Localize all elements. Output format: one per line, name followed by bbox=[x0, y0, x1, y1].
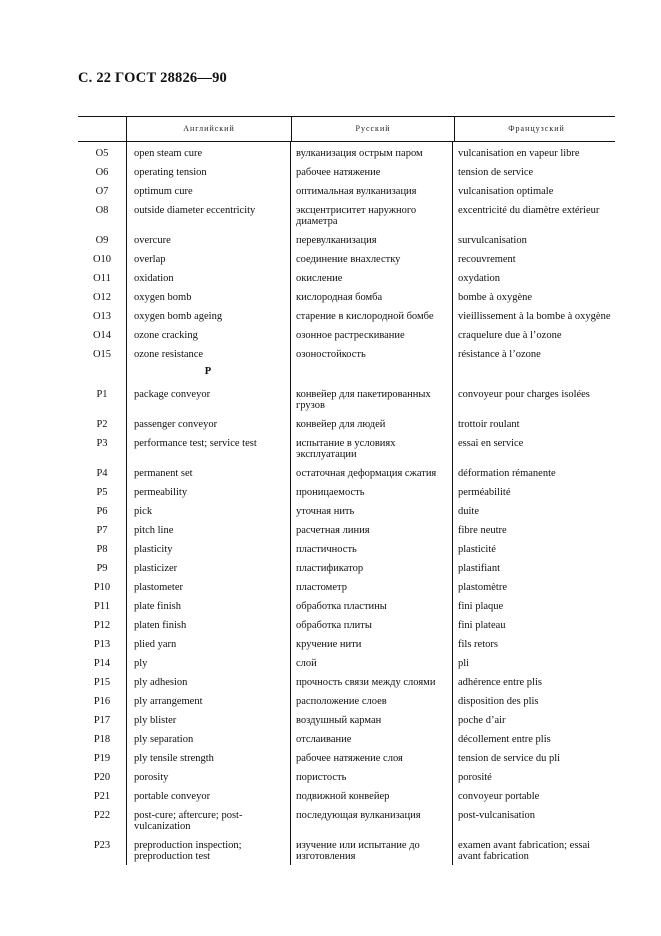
term-french: déformation rémanente bbox=[458, 468, 556, 479]
column-divider bbox=[290, 142, 291, 865]
term-french: vieillissement à la bombe à oxygène bbox=[458, 311, 611, 322]
term-russian: пористость bbox=[296, 772, 347, 783]
term-russian: эксцентриситет наружного диаметра bbox=[296, 205, 417, 227]
term-english: operating tension bbox=[134, 167, 207, 178]
table-row bbox=[78, 486, 615, 498]
term-russian: окисление bbox=[296, 273, 343, 284]
term-russian: кручение нити bbox=[296, 639, 362, 650]
term-code: P15 bbox=[93, 677, 111, 688]
term-english: pitch line bbox=[134, 525, 174, 536]
column-header-code bbox=[78, 117, 126, 141]
term-russian: проницаемость bbox=[296, 487, 365, 498]
table-row bbox=[78, 437, 615, 460]
table-row bbox=[78, 733, 615, 745]
term-code: P1 bbox=[96, 389, 108, 400]
term-code: P2 bbox=[96, 419, 108, 430]
term-russian: обработка пластины bbox=[296, 601, 387, 612]
term-english: overlap bbox=[134, 254, 166, 265]
term-code: P13 bbox=[93, 639, 111, 650]
term-english: plied yarn bbox=[134, 639, 177, 650]
term-french: plasticité bbox=[458, 544, 496, 555]
term-french: trottoir roulant bbox=[458, 419, 520, 430]
table-row bbox=[78, 348, 615, 360]
term-russian: подвижной конвейер bbox=[296, 791, 390, 802]
term-code: O7 bbox=[95, 186, 109, 197]
term-english: package conveyor bbox=[134, 389, 211, 400]
table-row bbox=[78, 310, 615, 322]
term-code: O12 bbox=[92, 292, 112, 303]
table-row bbox=[78, 418, 615, 430]
term-french: convoyeur pour charges isolées bbox=[458, 389, 590, 400]
term-french: porosité bbox=[458, 772, 492, 783]
section-letter: P bbox=[204, 366, 212, 377]
term-english: plasticity bbox=[134, 544, 173, 555]
term-russian: рабочее натяжение bbox=[296, 167, 381, 178]
term-french: adhérence entre plis bbox=[458, 677, 542, 688]
term-french: disposition des plis bbox=[458, 696, 539, 707]
term-english: preproduction inspection; preproduction test bbox=[134, 840, 242, 862]
term-french: examen avant fabrication; essai avant fabrication bbox=[458, 840, 591, 862]
glossary-table bbox=[78, 116, 615, 862]
term-code: P12 bbox=[93, 620, 111, 631]
term-french: résistance à l’ozone bbox=[458, 349, 541, 360]
term-russian: кислородная бомба bbox=[296, 292, 383, 303]
term-russian: прочность связи между слоями bbox=[296, 677, 436, 688]
term-french: perméabilité bbox=[458, 487, 511, 498]
term-english: ply arrangement bbox=[134, 696, 203, 707]
table-row bbox=[78, 581, 615, 593]
table-row bbox=[78, 204, 615, 227]
term-english: ply separation bbox=[134, 734, 194, 745]
term-french: plastifiant bbox=[458, 563, 500, 574]
term-english: portable conveyor bbox=[134, 791, 211, 802]
term-russian: воздушный карман bbox=[296, 715, 382, 726]
term-french: recouvrement bbox=[458, 254, 516, 265]
term-russian: расчетная линия bbox=[296, 525, 370, 536]
term-english: platen finish bbox=[134, 620, 187, 631]
table-header bbox=[78, 116, 615, 142]
term-code: O6 bbox=[95, 167, 109, 178]
term-code: P9 bbox=[96, 563, 108, 574]
term-russian: изучение или испытание до изготовления bbox=[296, 840, 420, 862]
term-english: permeability bbox=[134, 487, 188, 498]
section-letter-row bbox=[78, 364, 615, 381]
term-code: P17 bbox=[93, 715, 111, 726]
term-code: O5 bbox=[95, 148, 109, 159]
table-row bbox=[78, 676, 615, 688]
term-french: craquelure due à l’ozone bbox=[458, 330, 562, 341]
term-russian: старение в кислородной бомбе bbox=[296, 311, 434, 322]
term-english: oxygen bomb bbox=[134, 292, 192, 303]
table-row bbox=[78, 562, 615, 574]
table-row bbox=[78, 543, 615, 555]
term-code: P20 bbox=[93, 772, 111, 783]
table-row bbox=[78, 771, 615, 783]
term-english: ply tensile strength bbox=[134, 753, 214, 764]
term-french: décollement entre plis bbox=[458, 734, 551, 745]
table-row bbox=[78, 253, 615, 265]
term-code: P21 bbox=[93, 791, 111, 802]
term-french: fils retors bbox=[458, 639, 498, 650]
term-french: excentricité du diamètre extérieur bbox=[458, 205, 600, 216]
term-french: survulcanisation bbox=[458, 235, 527, 246]
term-english: pick bbox=[134, 506, 153, 517]
term-english: ozone resistance bbox=[134, 349, 204, 360]
table-row bbox=[78, 790, 615, 802]
term-code: P16 bbox=[93, 696, 111, 707]
term-french: poche d’air bbox=[458, 715, 506, 726]
term-english: passenger conveyor bbox=[134, 419, 218, 430]
term-french: duite bbox=[458, 506, 479, 517]
term-english: post-cure; aftercure; post-vulcanization bbox=[134, 810, 243, 832]
term-russian: испытание в условиях эксплуатации bbox=[296, 438, 396, 460]
term-french: plastomètre bbox=[458, 582, 507, 593]
table-row bbox=[78, 329, 615, 341]
term-code: P8 bbox=[96, 544, 108, 555]
term-french: tension de service bbox=[458, 167, 534, 178]
term-english: porosity bbox=[134, 772, 169, 783]
term-russian: слой bbox=[296, 658, 317, 669]
term-russian: последующая вулканизация bbox=[296, 810, 421, 821]
term-code: P4 bbox=[96, 468, 108, 479]
term-code: O15 bbox=[92, 349, 112, 360]
term-french: fini plaque bbox=[458, 601, 504, 612]
table-row bbox=[78, 272, 615, 284]
term-russian: соединение внахлестку bbox=[296, 254, 401, 265]
term-code: P14 bbox=[93, 658, 111, 669]
term-english: performance test; service test bbox=[134, 438, 257, 449]
term-code: O10 bbox=[92, 254, 112, 265]
table-row bbox=[78, 388, 615, 411]
term-english: oxygen bomb ageing bbox=[134, 311, 223, 322]
term-english: ozone cracking bbox=[134, 330, 198, 341]
table-row bbox=[78, 600, 615, 612]
term-russian: пластичность bbox=[296, 544, 357, 555]
term-french: tension de service du pli bbox=[458, 753, 561, 764]
term-russian: конвейер для пакетированных грузов bbox=[296, 389, 431, 411]
term-russian: пластификатор bbox=[296, 563, 364, 574]
table-row bbox=[78, 467, 615, 479]
term-english: permanent set bbox=[134, 468, 193, 479]
term-code: P10 bbox=[93, 582, 111, 593]
term-russian: оптимальная вулканизация bbox=[296, 186, 417, 197]
table-row bbox=[78, 752, 615, 764]
table-row bbox=[78, 619, 615, 631]
term-english: optimum cure bbox=[134, 186, 193, 197]
term-code: O9 bbox=[95, 235, 109, 246]
term-french: fini plateau bbox=[458, 620, 506, 631]
column-divider bbox=[126, 142, 127, 865]
term-french: oxydation bbox=[458, 273, 500, 284]
term-code: O14 bbox=[92, 330, 112, 341]
term-russian: озоностойкость bbox=[296, 349, 366, 360]
table-row bbox=[78, 505, 615, 517]
term-english: ply bbox=[134, 658, 148, 669]
term-english: ply blister bbox=[134, 715, 177, 726]
table-row bbox=[78, 147, 615, 159]
term-code: P6 bbox=[96, 506, 108, 517]
term-russian: пластометр bbox=[296, 582, 347, 593]
table-row bbox=[78, 839, 615, 862]
term-russian: перевулканизация bbox=[296, 235, 377, 246]
term-russian: обработка плиты bbox=[296, 620, 372, 631]
column-header-russian: Русский bbox=[291, 117, 454, 141]
term-russian: рабочее натяжение слоя bbox=[296, 753, 403, 764]
term-code: P22 bbox=[93, 810, 111, 821]
term-english: overcure bbox=[134, 235, 171, 246]
term-french: bombe à oxygène bbox=[458, 292, 533, 303]
table-body bbox=[78, 142, 615, 862]
term-french: essai en service bbox=[458, 438, 524, 449]
term-russian: расположение слоев bbox=[296, 696, 387, 707]
table-row bbox=[78, 524, 615, 536]
table-row bbox=[78, 291, 615, 303]
table-row bbox=[78, 234, 615, 246]
table-row bbox=[78, 809, 615, 832]
term-code: P7 bbox=[96, 525, 108, 536]
term-russian: остаточная деформация сжатия bbox=[296, 468, 437, 479]
term-code: P5 bbox=[96, 487, 108, 498]
term-code: P11 bbox=[94, 601, 110, 612]
term-russian: озонное растрескивание bbox=[296, 330, 405, 341]
term-english: oxidation bbox=[134, 273, 174, 284]
term-russian: уточная нить bbox=[296, 506, 355, 517]
page-header: С. 22 ГОСТ 28826—90 bbox=[78, 70, 227, 86]
term-russian: конвейер для людей bbox=[296, 419, 386, 430]
table-row bbox=[78, 185, 615, 197]
column-divider bbox=[452, 142, 453, 865]
term-english: plasticizer bbox=[134, 563, 178, 574]
column-header-french: Французский bbox=[454, 117, 618, 141]
term-english: plastometer bbox=[134, 582, 183, 593]
table-row bbox=[78, 638, 615, 650]
table-row bbox=[78, 695, 615, 707]
table-row bbox=[78, 714, 615, 726]
term-code: P18 bbox=[93, 734, 111, 745]
table-row bbox=[78, 166, 615, 178]
term-code: O13 bbox=[92, 311, 112, 322]
term-code: O8 bbox=[95, 205, 109, 216]
term-code: P19 bbox=[93, 753, 111, 764]
term-french: vulcanisation en vapeur libre bbox=[458, 148, 580, 159]
table-row bbox=[78, 657, 615, 669]
term-code: O11 bbox=[93, 273, 111, 284]
term-code: P3 bbox=[96, 438, 108, 449]
term-french: convoyeur portable bbox=[458, 791, 540, 802]
term-french: post-vulcanisation bbox=[458, 810, 535, 821]
term-french: vulcanisation optimale bbox=[458, 186, 554, 197]
term-english: ply adhesion bbox=[134, 677, 188, 688]
term-english: open steam cure bbox=[134, 148, 203, 159]
term-english: outside diameter eccentricity bbox=[134, 205, 256, 216]
term-code: P23 bbox=[93, 840, 111, 851]
term-french: fibre neutre bbox=[458, 525, 507, 536]
term-russian: отслаивание bbox=[296, 734, 352, 745]
term-russian: вулканизация острым паром bbox=[296, 148, 423, 159]
column-header-english: Английский bbox=[126, 117, 291, 141]
term-english: plate finish bbox=[134, 601, 181, 612]
term-french: pli bbox=[458, 658, 470, 669]
